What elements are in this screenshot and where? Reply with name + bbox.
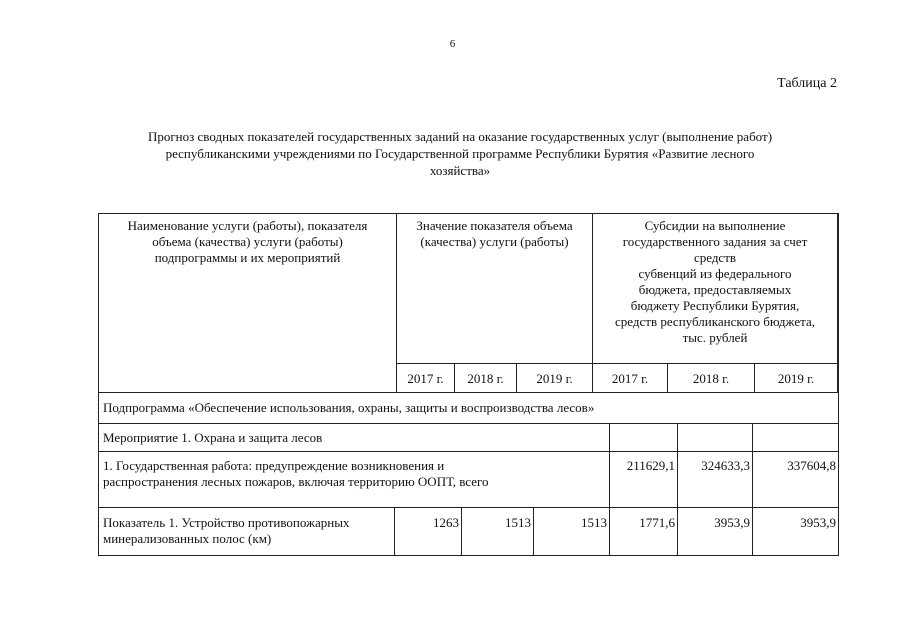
work-value-2019: 337604,8 — [753, 452, 838, 508]
year-header: 2018 г. — [455, 364, 517, 393]
header-name-cell: Наименование услуги (работы), показателя объема (качества) услуги (работы) подпрограммы и их мероприятий — [99, 214, 397, 393]
subprogram-row: Подпрограмма «Обеспечение использования, охраны, защиты и воспроизводства лесов» — [99, 393, 838, 424]
year-header: 2018 г. — [668, 364, 755, 393]
document-title — [80, 128, 840, 179]
year-header: 2017 г. — [397, 364, 455, 393]
empty-cell — [753, 424, 838, 452]
title-line: хозяйства» — [429, 163, 491, 178]
title-line: республиканскими учреждениями по Государственной программе Республики Бурятия «Развитие лесного — [165, 146, 755, 161]
empty-cell — [610, 424, 678, 452]
indicator-volume-2018: 1513 — [462, 508, 534, 555]
indicator-subsidy-2017: 1771,6 — [610, 508, 678, 555]
page-number: 6 — [449, 38, 456, 50]
forecast-table — [98, 213, 839, 556]
indicator-volume-2017: 1263 — [395, 508, 462, 555]
table-label: Таблица 2 — [777, 76, 837, 91]
work-name-cell: 1. Государственная работа: предупреждение возникновения и распространения лесных пожаров, включая территорию ООПТ, всего — [99, 452, 610, 508]
header-volume-cell: Значение показателя объема (качества) услуги (работы) — [397, 214, 593, 364]
empty-cell — [678, 424, 753, 452]
year-header: 2017 г. — [593, 364, 668, 393]
measure-row: Мероприятие 1. Охрана и защита лесов — [99, 424, 610, 452]
indicator-subsidy-2018: 3953,9 — [678, 508, 753, 555]
indicator-volume-2019: 1513 — [534, 508, 610, 555]
title-line: Прогноз сводных показателей государственных заданий на оказание государственных услуг (выполнение работ) — [147, 129, 773, 144]
year-header: 2019 г. — [755, 364, 838, 393]
header-subsidy-cell: Субсидии на выполнение государственного задания за счет средств субвенций из федерального бюджета, предоставляемых бюджету Республики Бурятия, средств республиканского бюджета, тыс. рублей — [593, 214, 838, 364]
year-header: 2019 г. — [517, 364, 593, 393]
indicator-name-cell: Показатель 1. Устройство противопожарных минерализованных полос (км) — [99, 508, 395, 555]
indicator-subsidy-2019: 3953,9 — [800, 515, 836, 530]
work-value-2018: 324633,3 — [678, 452, 753, 508]
work-value-2017: 211629,1 — [610, 452, 678, 508]
